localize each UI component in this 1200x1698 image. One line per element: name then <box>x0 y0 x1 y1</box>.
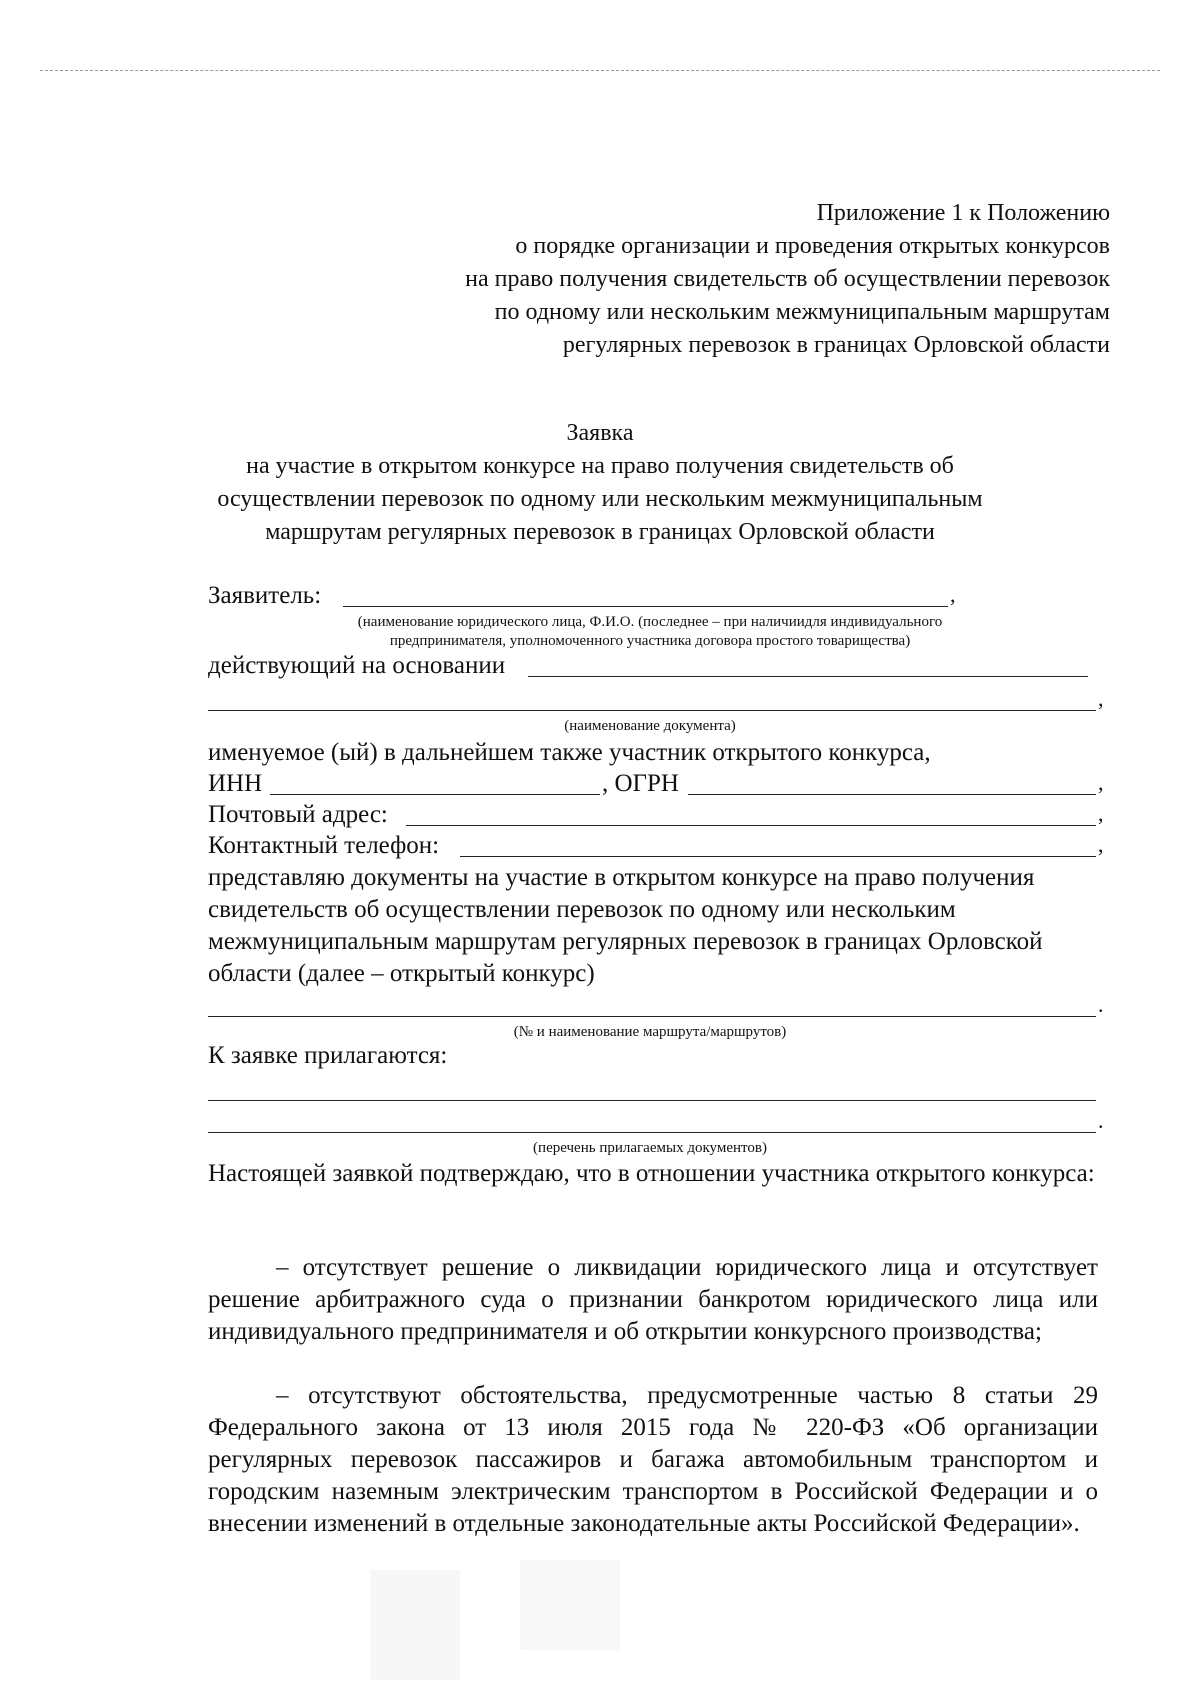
appendix-line: по одному или нескольким межмуниципальным маршрутам <box>494 299 1110 325</box>
appendix-line: регулярных перевозок в границах Орловской области <box>562 332 1110 358</box>
basis-field-2[interactable] <box>208 710 1096 711</box>
document-title <box>170 417 1030 549</box>
ogrn-field[interactable] <box>688 794 1096 795</box>
scan-artifact <box>520 1560 620 1650</box>
inn-field[interactable] <box>270 794 600 795</box>
applicant-caption-1: (наименование юридического лица, Ф.И.О. (последнее – при наличиидля индивидуального <box>357 614 943 630</box>
route-field[interactable] <box>208 1016 1096 1017</box>
attachments-row-2 <box>208 1106 1104 1138</box>
ogrn-label: , ОГРН <box>602 770 679 797</box>
appendix-line: о порядке организации и проведения открытых конкурсов <box>515 233 1110 259</box>
address-row <box>208 799 1104 831</box>
basis-label: действующий на основании <box>208 652 506 679</box>
comma: , <box>1098 832 1104 857</box>
title-line: маршрутам регулярных перевозок в границах Орловской области <box>265 519 935 545</box>
appendix-line: на право получения свидетельств об осуществлении перевозок <box>465 266 1110 292</box>
route-caption: (№ и наименование маршрута/маршрутов) <box>513 1024 787 1040</box>
applicant-field[interactable] <box>343 606 948 607</box>
attachments-label: К заявке прилагаются: <box>208 1042 448 1069</box>
attachments-caption: (перечень прилагаемых документов) <box>533 1140 767 1156</box>
title-heading: Заявка <box>566 420 634 446</box>
phone-row <box>208 830 1104 862</box>
applicant-row <box>208 580 1096 612</box>
comma: , <box>1098 686 1104 711</box>
comma: , <box>1098 801 1104 826</box>
scan-top-border <box>40 70 1160 71</box>
participant-text: именуемое (ый) в дальнейшем также участник открытого конкурса, <box>208 739 931 766</box>
attachments-field-1[interactable] <box>208 1098 1096 1101</box>
confirm-item-2: – отсутствуют обстоятельства, предусмотренные частью 8 статьи 29 Федерального закона от 13 июля 2015 года № 220-ФЗ «Об организации регулярных перевозок пассажиров и багажа автомобильным транспортом и городским наземным электрическим транспортом в Российской Федерации и о внесении изменений в отдельные законодательные акты Российской Федерации». <box>208 1382 1098 1537</box>
period: . <box>1098 1108 1104 1133</box>
address-field[interactable] <box>406 825 1096 826</box>
inn-label: ИНН <box>208 770 263 797</box>
inn-ogrn-row <box>208 768 1104 800</box>
participant-row <box>208 737 1096 769</box>
confirm-paragraph: Настоящей заявкой подтверждаю, что в отношении участника открытого конкурса: <box>208 1160 1095 1187</box>
scan-artifact <box>370 1570 460 1680</box>
address-label: Почтовый адрес: <box>208 801 388 828</box>
route-row <box>208 990 1104 1022</box>
attachments-row <box>208 1040 1096 1072</box>
basis-field[interactable] <box>528 676 1088 677</box>
phone-label: Контактный телефон: <box>208 832 440 859</box>
document-caption: (наименование документа) <box>564 718 736 734</box>
confirm-item-1: – отсутствует решение о ликвидации юридического лица и отсутствует решение арбитражного суда о признании банкротом юридического лица или индивидуального предпринимателя и об открытии конкурсного производства; <box>208 1254 1098 1345</box>
appendix-line: Приложение 1 к Положению <box>816 200 1110 226</box>
title-line: осуществлении перевозок по одному или нескольким межмуниципальным <box>217 486 983 512</box>
applicant-label: Заявитель: <box>208 582 322 609</box>
basis-row-2 <box>208 684 1104 716</box>
period: . <box>1098 992 1104 1017</box>
comma: , <box>1098 770 1104 795</box>
comma: , <box>950 582 956 607</box>
submit-paragraph: представляю документы на участие в открытом конкурсе на право получения свидетельств об осуществлении перевозок по одному или нескольким межмуниципальным маршрутам регулярных перевозок в границах Орловской области (далее – открытый конкурс) <box>208 864 1043 987</box>
attachments-field-2[interactable] <box>208 1132 1096 1133</box>
title-line: на участие в открытом конкурсе на право получения свидетельств об <box>246 453 954 479</box>
phone-field[interactable] <box>460 856 1096 857</box>
appendix-header <box>465 197 1110 362</box>
basis-row <box>208 650 1096 682</box>
applicant-caption-2: предпринимателя, уполномоченного участника договора простого товарищества) <box>389 633 911 649</box>
